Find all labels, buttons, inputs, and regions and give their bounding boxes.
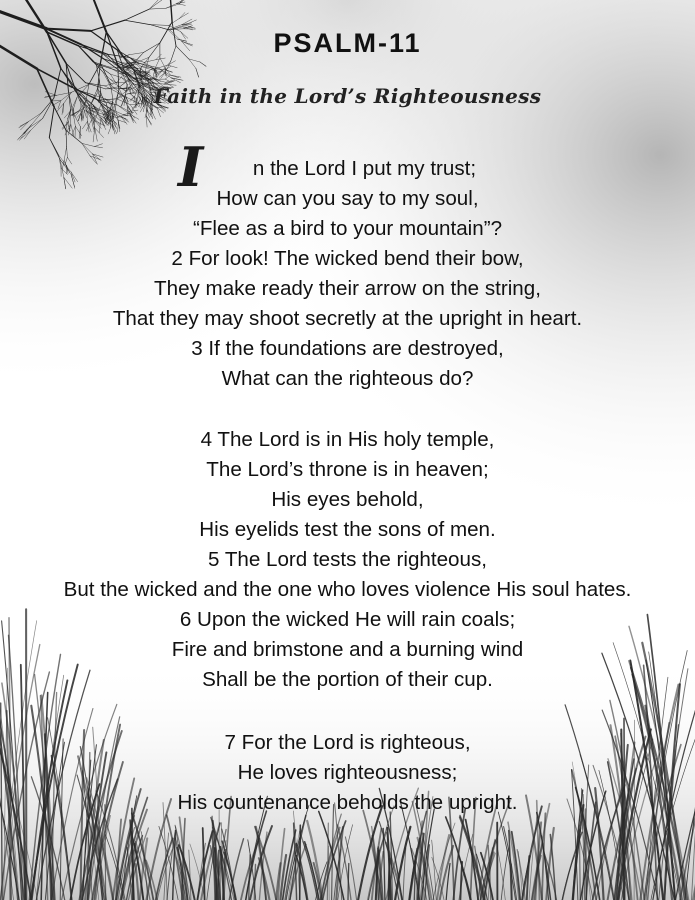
verse-line: How can you say to my soul, [216, 187, 479, 210]
page-title: PSALM-11 [273, 28, 422, 58]
verse-line: n the Lord I put my trust; [252, 157, 477, 180]
verse-line: The Lord’s throne is in heaven; [206, 458, 489, 481]
verse-line: That they may shoot secretly at the upright in heart. [112, 307, 583, 330]
verse-line: He loves righteousness; [237, 761, 458, 784]
verse-line: What can the righteous do? [221, 367, 474, 390]
verse-line: His eyes behold, [271, 488, 424, 511]
verse-line: 3 If the foundations are destroyed, [191, 337, 504, 360]
stanza-1 [0, 154, 695, 394]
page-subtitle: Faith in the Lord’s Righteousness [153, 84, 542, 108]
verse-line: But the wicked and the one who loves violence His soul hates. [63, 578, 632, 601]
verse-line: Shall be the portion of their cup. [202, 668, 493, 691]
verse-line: 6 Upon the wicked He will rain coals; [179, 608, 516, 631]
verse-line: 2 For look! The wicked bend their bow, [171, 247, 524, 270]
verse-line: His eyelids test the sons of men. [199, 518, 496, 541]
drop-cap: I [178, 135, 204, 199]
verse-line: 7 For the Lord is righteous, [224, 731, 471, 754]
verse-line: 4 The Lord is in His holy temple, [200, 428, 495, 451]
stanza-3 [0, 728, 695, 818]
verse-line: They make ready their arrow on the string, [154, 277, 541, 300]
verse-line: 5 The Lord tests the righteous, [208, 548, 487, 571]
verse-line: His countenance beholds the upright. [177, 791, 518, 814]
verse-line: Fire and brimstone and a burning wind [171, 638, 524, 661]
verse-line: “Flee as a bird to your mountain”? [192, 217, 503, 240]
stanza-2 [0, 425, 695, 695]
